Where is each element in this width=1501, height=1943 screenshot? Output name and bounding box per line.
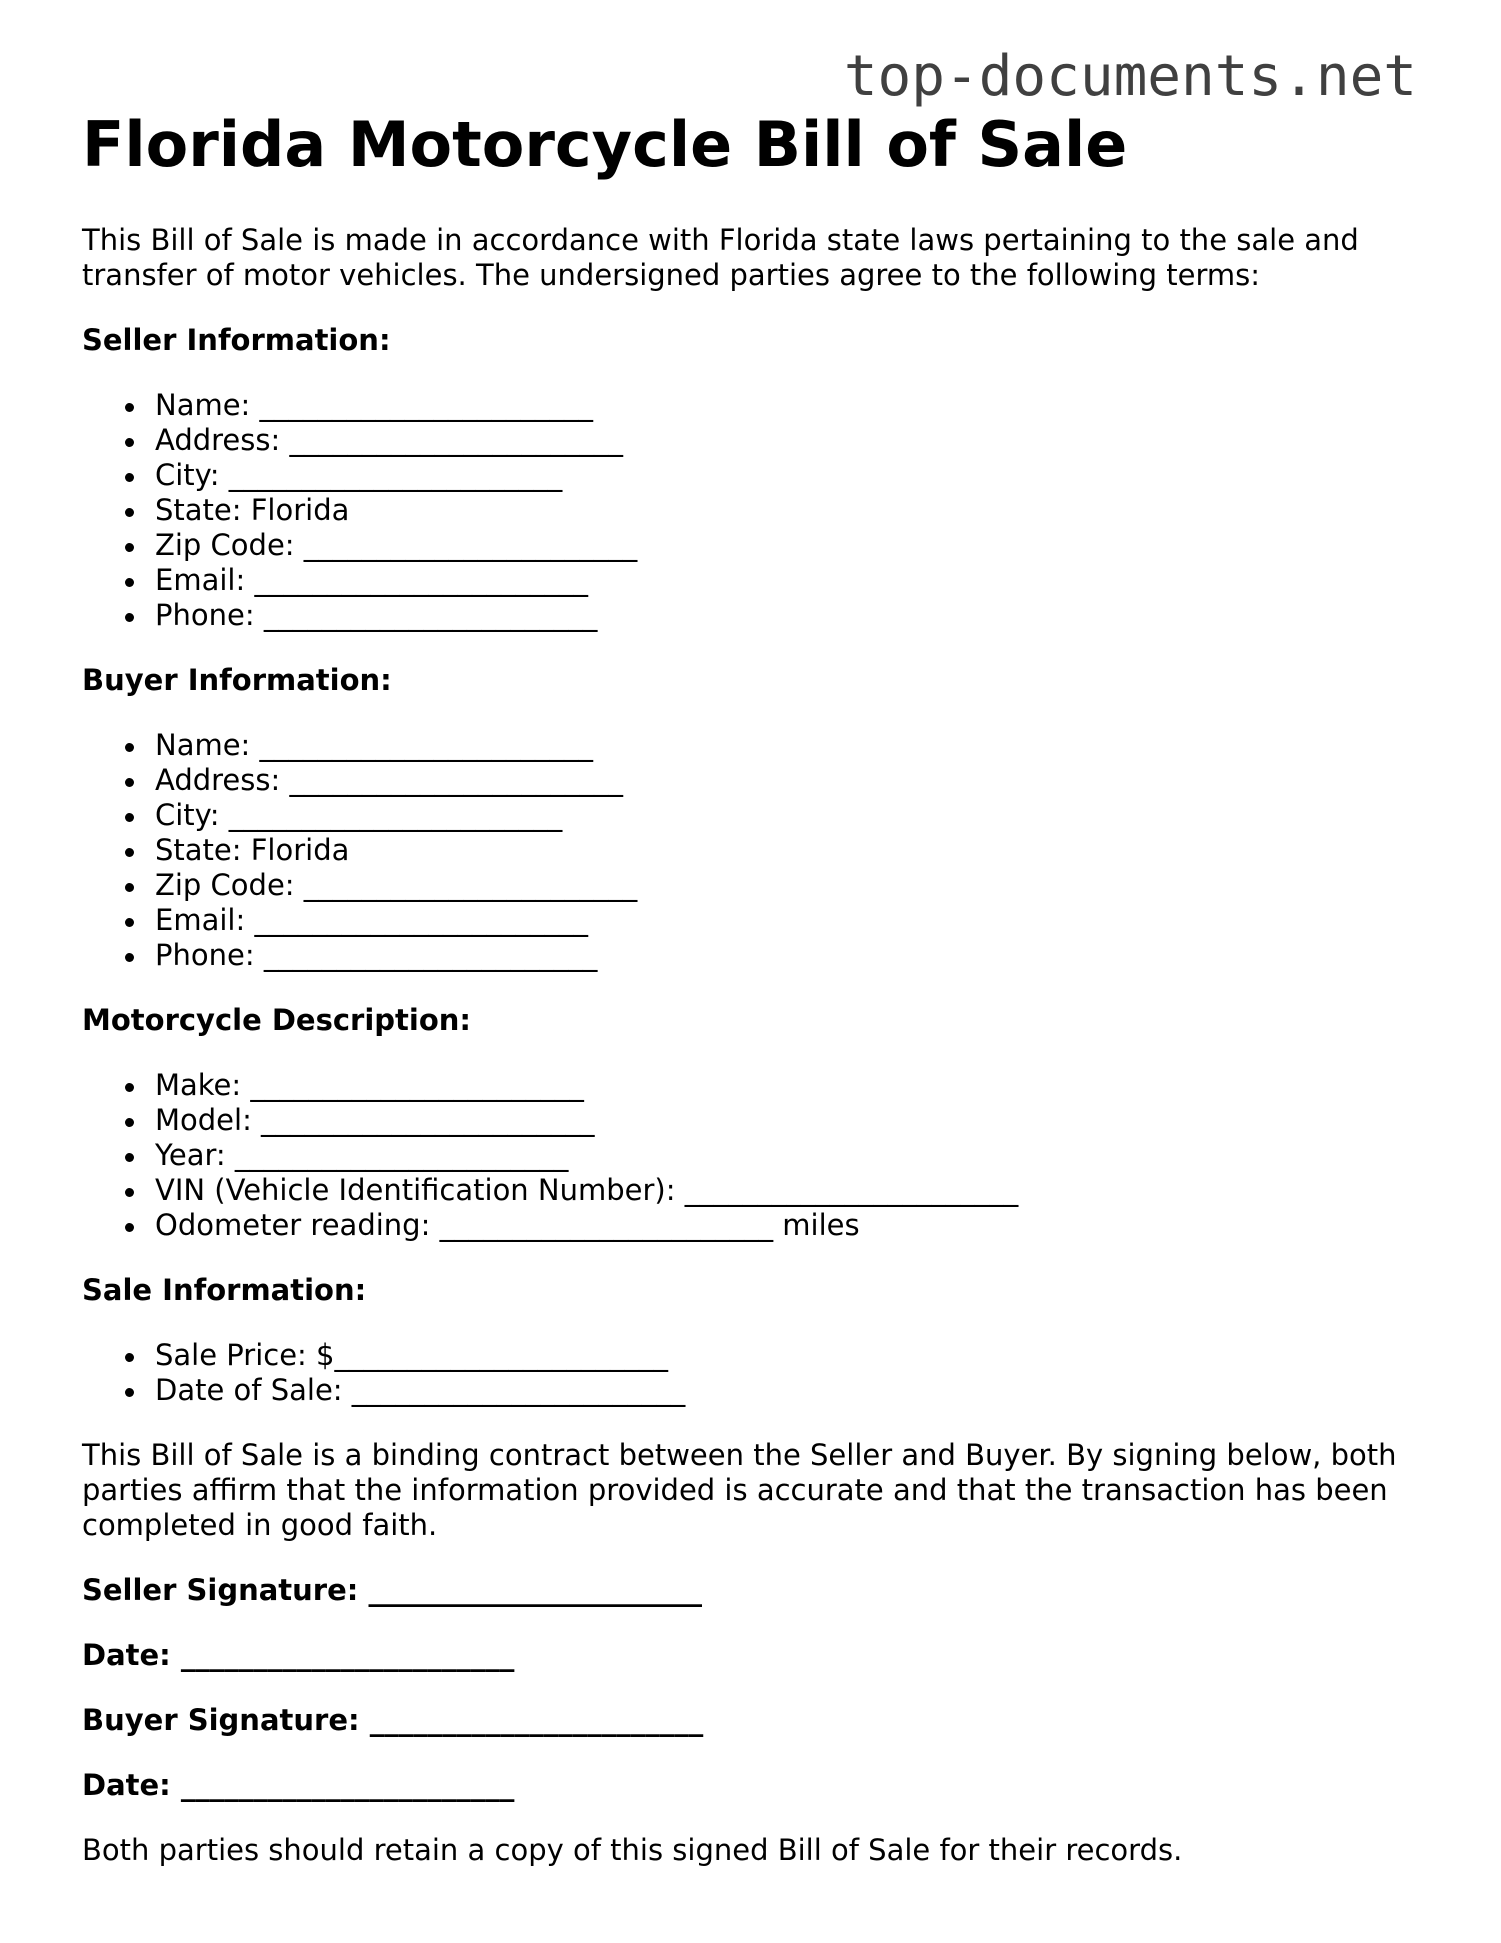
buyer-heading: Buyer Information:: [82, 663, 392, 697]
year-field: Year: _______________________: [155, 1138, 1422, 1173]
closing-paragraph: This Bill of Sale is a binding contract between the Seller and Buyer. By signing below, both parties affirm that the information provided is accurate and that the transaction has been completed in good faith.: [82, 1438, 1397, 1542]
buyer-phone-field: Phone: _______________________: [155, 938, 1422, 973]
seller-name-field: Name: _______________________: [155, 388, 1422, 423]
sale-date-field: Date of Sale: _______________________: [155, 1373, 1422, 1408]
make-field: Make: _______________________: [155, 1068, 1422, 1103]
seller-state-field: State: Florida: [155, 493, 1422, 528]
seller-phone-field: Phone: _______________________: [155, 598, 1422, 633]
seller-heading: Seller Information:: [82, 323, 391, 357]
buyer-signature-line: Buyer Signature: _______________________: [82, 1703, 704, 1737]
sale-heading: Sale Information:: [82, 1273, 367, 1307]
sale-info-list: [82, 1338, 1422, 1408]
footer-note: Both parties should retain a copy of this signed Bill of Sale for their records.: [82, 1833, 1183, 1867]
buyer-email-field: Email: _______________________: [155, 903, 1422, 938]
motorcycle-info-list: [82, 1068, 1422, 1243]
model-field: Model: _______________________: [155, 1103, 1422, 1138]
seller-city-field: City: _______________________: [155, 458, 1422, 493]
buyer-state-field: State: Florida: [155, 833, 1422, 868]
document-content: [82, 107, 1422, 1868]
seller-zip-field: Zip Code: _______________________: [155, 528, 1422, 563]
buyer-info-list: [82, 728, 1422, 973]
seller-info-list: [82, 388, 1422, 633]
buyer-zip-field: Zip Code: _______________________: [155, 868, 1422, 903]
buyer-date-line: Date: _______________________: [82, 1768, 515, 1802]
vin-field: VIN (Vehicle Identification Number): _______________________: [155, 1173, 1422, 1208]
seller-email-field: Email: _______________________: [155, 563, 1422, 598]
sale-price-field: Sale Price: $_______________________: [155, 1338, 1422, 1373]
buyer-city-field: City: _______________________: [155, 798, 1422, 833]
seller-signature-line: Seller Signature: _______________________: [82, 1573, 702, 1607]
motorcycle-heading: Motorcycle Description:: [82, 1003, 472, 1037]
document-title: Florida Motorcycle Bill of Sale: [82, 108, 1128, 181]
watermark: top-documents.net: [843, 44, 1417, 109]
seller-address-field: Address: _______________________: [155, 423, 1422, 458]
intro-paragraph: This Bill of Sale is made in accordance with Florida state laws pertaining to the sale and transfer of motor vehicles. The undersigned parties agree to the following terms:: [82, 223, 1359, 292]
odometer-field: Odometer reading: _______________________ miles: [155, 1208, 1422, 1243]
buyer-address-field: Address: _______________________: [155, 763, 1422, 798]
seller-date-line: Date: _______________________: [82, 1638, 515, 1672]
buyer-name-field: Name: _______________________: [155, 728, 1422, 763]
